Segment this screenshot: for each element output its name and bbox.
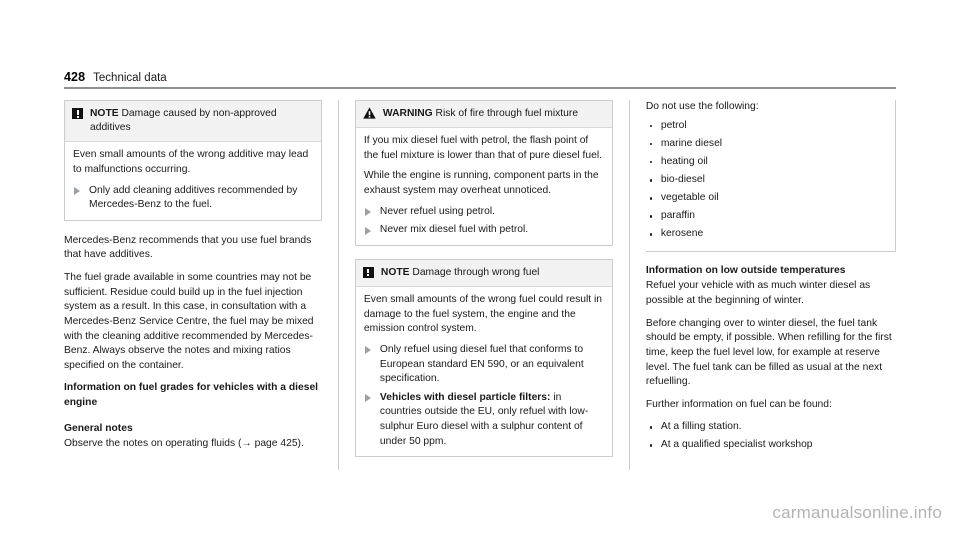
callout-body (356, 287, 612, 456)
do-not-use-list-box (646, 100, 896, 252)
callout-paragraph: Even small amounts of the wrong additive may lead to malfunctions occurring. (73, 149, 309, 176)
body-paragraph: Mercedes-Benz recommends that you use fuel brands that have additives. (64, 234, 312, 261)
callout-body (65, 142, 321, 219)
warning-callout-fuel-mixture (355, 100, 613, 246)
note-callout-wrong-fuel (355, 259, 613, 457)
action-list (364, 343, 604, 449)
body-paragraph: Further information on fuel can be found: (645, 398, 832, 410)
column-2 (338, 100, 613, 470)
page-header (64, 70, 896, 89)
header-line (64, 70, 896, 84)
list-item: paraffin (646, 209, 887, 224)
callout-paragraph: Even small amounts of the wrong fuel could result in damage to the fuel system, the engine and the emission control system. (363, 294, 603, 335)
action-list (73, 184, 313, 213)
note-icon (72, 108, 83, 119)
action-item: Never refuel using petrol. (364, 205, 604, 220)
action-item-text: in countries outside the EU, only refuel with low-sulphur Euro diesel with a sulphur content of under 50 ppm. (379, 391, 589, 447)
body-paragraph: Refuel your vehicle with as much winter diesel as possible at the beginning of winter. (645, 280, 871, 307)
body-paragraph: Before changing over to winter diesel, the fuel tank should be empty, if possible. When refilling for the first time, keep the fuel level low, for example at reserve level. The fuel tank can be filled as usual at the next refuelling. (645, 317, 892, 388)
list-item: At a qualified specialist workshop (646, 438, 896, 453)
further-info-list (646, 420, 896, 453)
watermark: carmanualsonline.info (772, 503, 942, 522)
section-heading: Information on fuel grades for vehicles with a diesel engine (64, 382, 319, 408)
action-item-text: Only refuel using diesel fuel that conforms to European standard EN 590, or an equivalent specification. (379, 343, 584, 385)
callout-heading (90, 107, 313, 135)
column-1 (64, 100, 322, 470)
cross-reference-text: Observe the notes on operating fluids (→ page 425). (64, 438, 304, 450)
column-3 (629, 100, 896, 470)
page-title: Technical data (93, 72, 167, 84)
section-heading: Information on low outside temperatures (645, 264, 846, 276)
body-paragraph: The fuel grade available in some countries may not be sufficient. Residue could build up in the fuel injection system as a result. In this case, in consultation with a Mercedes-Benz Service Centre, the fuel may be mixed with the cleaning additive recommended by Mercedes-Benz. Always observe the notes and mixing ratios specified on the container. (64, 272, 314, 371)
list-item: vegetable oil (646, 191, 887, 206)
callout-heading-text: Risk of fire through fuel mixture (432, 108, 579, 119)
callout-paragraph: While the engine is running, component parts in the exhaust system may overheat unnoticed. (363, 170, 599, 197)
list-item: heating oil (646, 155, 887, 170)
list-item: kerosene (646, 227, 887, 242)
note-callout-additives (64, 100, 322, 221)
callout-header (65, 101, 321, 142)
callout-kind-label: NOTE (90, 108, 119, 119)
callout-header (356, 101, 612, 128)
action-item: Only add cleaning additives recommended by Mercedes-Benz to the fuel. (73, 184, 313, 213)
do-not-use-list (646, 119, 887, 242)
page-number: 428 (64, 70, 86, 84)
callout-heading (383, 107, 578, 121)
action-item: Never mix diesel fuel with petrol. (364, 223, 604, 238)
callout-paragraph: If you mix diesel fuel with petrol, the flash point of the fuel mixture is lower than that of pure diesel fuel. (363, 135, 603, 161)
list-item: bio-diesel (646, 173, 887, 188)
callout-kind-label: WARNING (382, 108, 433, 119)
list-intro: Do not use the following: (645, 101, 759, 112)
content-columns (64, 100, 896, 470)
warning-triangle-icon (363, 107, 376, 119)
action-item-lead: Vehicles with diesel particle filters: (379, 391, 551, 403)
action-item (364, 391, 604, 449)
note-icon (363, 267, 374, 278)
action-list (364, 205, 604, 238)
callout-kind-label: NOTE (380, 266, 410, 278)
list-item: marine diesel (646, 137, 887, 152)
action-item (364, 343, 604, 387)
list-item: petrol (646, 119, 887, 134)
callout-header (356, 260, 612, 287)
callout-body (356, 128, 612, 245)
list-item: At a filling station. (646, 420, 896, 435)
callout-heading-text: Damage through wrong fuel (409, 266, 540, 278)
header-divider (64, 87, 896, 89)
callout-heading-text: Damage caused by non-approved additives (90, 108, 277, 134)
section-subheading: General notes (64, 422, 133, 434)
callout-heading (381, 266, 540, 280)
